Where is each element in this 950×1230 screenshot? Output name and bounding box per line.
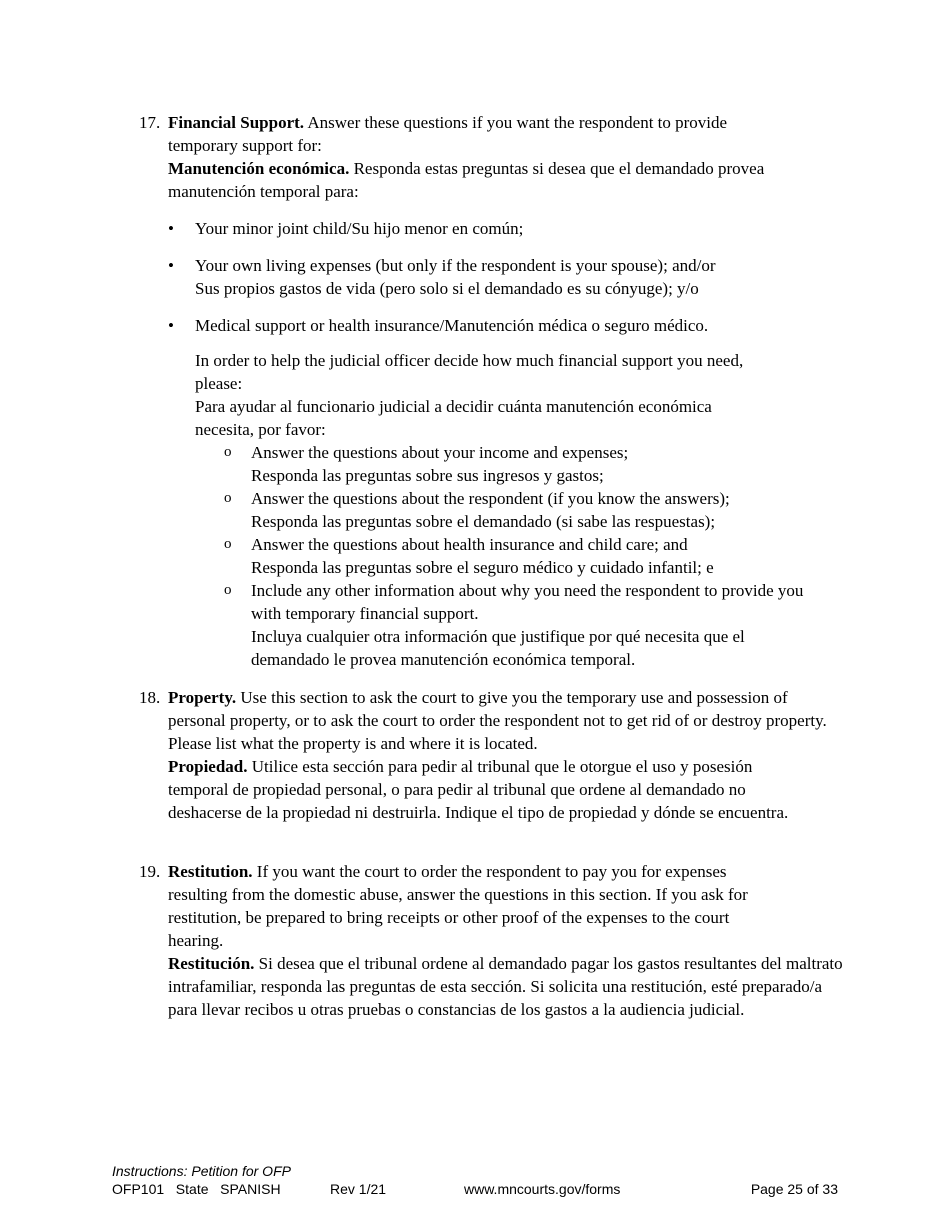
section-17-english-text: Answer these questions if you want the respondent to provide temporary support for: [168,113,728,155]
circle-bullet-icon: o [224,444,232,460]
sub-item-spanish: Responda las preguntas sobre sus ingresos y gastos; [251,466,604,485]
sub-item-spanish: Responda las preguntas sobre el demandado (si sabe las respuestas); [251,512,716,531]
circle-bullet-icon: o [224,582,232,598]
sub-list-item [224,487,814,533]
section-number: 17. [139,113,161,132]
section-19-spanish-text: Si desea que el tribunal ordene al demandado pagar los gastos resultantes del maltrato intrafamiliar, responda las preguntas de esta sección. Si solicita una restitución, esté preparado/a para llevar recibos u otras pruebas o constancias de los gastos a la audiencia judicial. [168,954,843,1019]
sub-item-english: Include any other information about why you need the respondent to provide you with temporary financial support. [251,581,804,623]
sub-item-spanish: Responda las preguntas sobre el seguro médico y cuidado infantil; e [251,558,714,577]
list-item [168,217,849,240]
help-block [168,349,804,671]
bullet-text-spanish: Sus propios gastos de vida (pero solo si el demandado es su cónyuge); y/o [195,279,699,298]
section-17-english-paragraph [168,111,768,157]
section-19-english-paragraph [168,860,788,952]
section-18-property [139,686,849,824]
section-19-english-text: If you want the court to order the respondent to pay you for expenses resulting from the domestic abuse, answer the questions in this section. If you ask for restitution, be prepared to bring receipts or other proof of the expenses to the court hearing. [168,862,748,950]
sub-list-item [224,579,814,671]
sub-list [224,441,814,671]
section-18-spanish-text: Utilice esta sección para pedir al tribunal que le otorgue el uso y posesión temporal de propiedad personal, o para pedir al tribunal que ordene al demandado no deshacerse de la propiedad ni destruirla. Indique el tipo de propiedad y dónde se encuentra. [168,757,789,822]
sub-item-english: Answer the questions about the respondent (if you know the answers); [251,489,730,508]
footer-title: Instructions: Petition for OFP [112,1163,291,1179]
sub-item-spanish: Incluya cualquier otra información que justifique por qué necesita que el demandado le provea manutención económica temporal. [251,627,745,669]
bullet-icon: • [168,316,174,335]
bullet-text: Your own living expenses (but only if the respondent is your spouse); and/or [195,256,716,275]
section-19-spanish-heading: Restitución. [168,954,255,973]
circle-bullet-icon: o [224,490,232,506]
help-spanish: Para ayudar al funcionario judicial a decidir cuánta manutención económica necesita, por favor: [195,397,712,439]
section-17-spanish-heading: Manutención económica. [168,159,350,178]
footer-page-number: Page 25 of 33 [750,1181,838,1197]
list-item [168,254,849,300]
sub-list-item [224,533,814,579]
page-footer [112,1162,842,1198]
section-19-english-heading: Restitution. [168,862,253,881]
sub-item-english: Answer the questions about health insurance and child care; and [251,535,688,554]
section-17-financial-support [139,111,849,671]
footer-form-id: OFP101 State SPANISH [112,1181,281,1197]
section-19-spanish-paragraph [168,952,843,1021]
list-item [168,314,849,337]
section-19-restitution [139,860,849,1021]
section-18-spanish-paragraph [168,755,808,824]
bullet-icon: • [168,256,174,275]
circle-bullet-icon: o [224,536,232,552]
section-18-spanish-heading: Propiedad. [168,757,248,776]
section-number: 19. [139,862,161,881]
section-18-english-heading: Property. [168,688,237,707]
bullet-text: Medical support or health insurance/Manutención médica o seguro médico. [195,316,709,335]
sub-item-english: Answer the questions about your income and expenses; [251,443,629,462]
footer-url: www.mncourts.gov/forms [464,1181,621,1197]
sub-list-item [224,441,814,487]
section-17-english-heading: Financial Support. [168,113,305,132]
help-english: In order to help the judicial officer decide how much financial support you need, please: [195,351,744,393]
section-18-english-paragraph [168,686,840,755]
footer-row [112,1180,842,1198]
footer-revision: Rev 1/21 [330,1181,387,1197]
section-number: 18. [139,688,161,707]
section-17-spanish-text: Responda estas preguntas si desea que el demandado provea manutención temporal para: [168,159,765,201]
section-17-bullet-list [168,217,849,671]
section-17-spanish-paragraph [168,157,813,203]
section-18-english-text: Use this section to ask the court to give you the temporary use and possession of personal property, or to ask the court to order the respondent not to get rid of or destroy property. Please list what the property is and where it is located. [168,688,827,753]
bullet-icon: • [168,219,174,238]
bullet-text: Your minor joint child/Su hijo menor en común; [195,219,524,238]
